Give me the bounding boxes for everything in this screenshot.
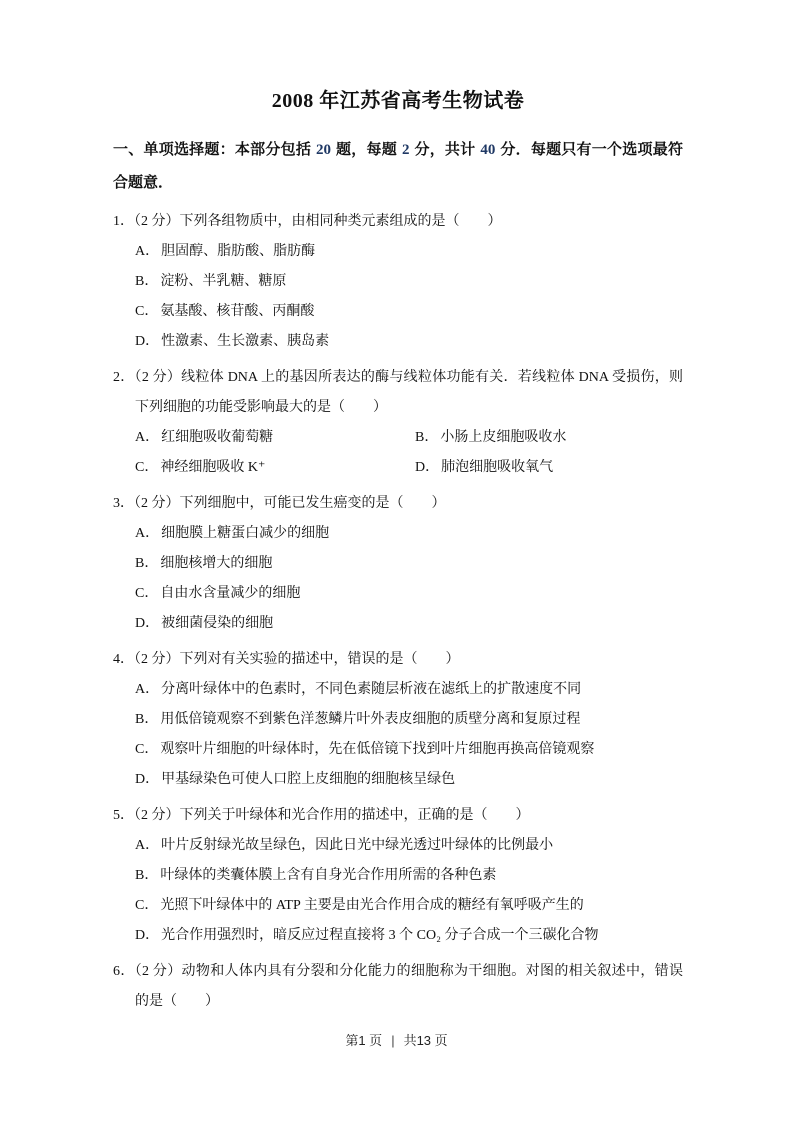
option-label: D． (135, 334, 160, 349)
question-stem (113, 489, 683, 519)
option-text: 红细胞吸收葡萄糖 (161, 430, 274, 445)
option-text: 细胞膜上糖蛋白减少的细胞 (161, 526, 330, 541)
option (135, 237, 683, 267)
question-score: （2 分） (134, 808, 180, 823)
option-text: 光合作用强烈时，暗反应过程直接将 3 个 CO₂ 分子合成一个三碳化合物 (161, 928, 599, 943)
option-text: 淀粉、半乳糖、糖原 (160, 274, 287, 289)
option-label: B． (135, 868, 159, 883)
footer-total-pages: 共13 页 (403, 1033, 448, 1048)
option (135, 891, 683, 921)
heading-text: 题，每题 (332, 142, 401, 158)
option (135, 609, 683, 639)
heading-text: 一、单项选择题：本部分包括 (113, 142, 316, 158)
option-text: 氨基酸、核苷酸、丙酮酸 (160, 304, 315, 319)
option-label: B． (135, 556, 159, 571)
question-number: 4． (113, 652, 134, 667)
option (135, 861, 683, 891)
option (135, 921, 683, 951)
question (113, 645, 683, 795)
option-text: 自由水含量减少的细胞 (160, 586, 301, 601)
option-label: B． (135, 712, 159, 727)
option-text: 小肠上皮细胞吸收水 (440, 430, 567, 445)
option-list (113, 675, 683, 795)
option-text: 用低倍镜观察不到紫色洋葱鳞片叶外表皮细胞的质壁分离和复原过程 (160, 712, 581, 727)
question-stem-text: 线粒体 DNA 上的基因所表达的酶与线粒体功能有关．若线粒体 DNA 受损伤，则下列细胞的功能受影响最大的是（ ） (135, 370, 684, 415)
footer-page-number: 第1 页 (345, 1033, 383, 1048)
option-label: D． (135, 772, 160, 787)
question-stem (113, 207, 683, 237)
option (135, 453, 415, 483)
page-footer (0, 1030, 793, 1049)
option-text: 神经细胞吸收 K⁺ (160, 460, 266, 475)
heading-text: 分．每题只有一个选项最符合题意． (113, 142, 683, 191)
question-score: （2 分） (134, 964, 182, 979)
option-text: 观察叶片细胞的叶绿体时，先在低倍镜下找到叶片细胞再换高倍镜观察 (160, 742, 595, 757)
question-stem (113, 363, 683, 423)
option-label: A． (135, 430, 160, 445)
option-label: A． (135, 682, 160, 697)
heading-number: 2 (401, 142, 410, 158)
question (113, 207, 683, 357)
option-list (113, 423, 683, 483)
question (113, 801, 683, 951)
option (135, 765, 683, 795)
question-stem (113, 645, 683, 675)
question (113, 363, 683, 483)
question-score: （2 分） (134, 652, 180, 667)
option (135, 297, 683, 327)
option-label: C． (135, 460, 159, 475)
option-label: C． (135, 586, 159, 601)
question-stem-text: 动物和人体内具有分裂和分化能力的细胞称为干细胞。对图的相关叙述中，错误的是（ ） (135, 964, 684, 1009)
option-label: B． (135, 274, 159, 289)
option (135, 735, 683, 765)
option (135, 267, 683, 297)
option-label: C． (135, 898, 159, 913)
question-stem-text: 下列关于叶绿体和光合作用的描述中，正确的是（ ） (179, 808, 530, 823)
option-text: 分离叶绿体中的色素时，不同色素随层析液在滤纸上的扩散速度不同 (161, 682, 582, 697)
option-text: 胆固醇、脂肪酸、脂肪酶 (161, 244, 316, 259)
question-score: （2 分） (134, 496, 180, 511)
footer-divider: | (391, 1033, 395, 1048)
option-text: 肺泡细胞吸收氧气 (441, 460, 554, 475)
option (415, 423, 683, 453)
option-label: A． (135, 838, 160, 853)
option (135, 705, 683, 735)
option-text: 甲基绿染色可使人口腔上皮细胞的细胞核呈绿色 (161, 772, 456, 787)
option (135, 519, 683, 549)
question-score: （2 分） (134, 370, 182, 385)
option (135, 327, 683, 357)
option-text: 光照下叶绿体中的 ATP 主要是由光合作用合成的糖经有氧呼吸产生的 (160, 898, 584, 913)
page-title: 2008 年江苏省高考生物试卷 (271, 90, 525, 112)
option-label: D． (415, 460, 440, 475)
question-number: 6． (113, 964, 135, 979)
option-label: B． (415, 430, 439, 445)
question (113, 957, 683, 1017)
option-text: 性激素、生长激素、胰岛素 (161, 334, 330, 349)
option (415, 453, 683, 483)
heading-number: 20 (316, 142, 332, 158)
option (135, 423, 415, 453)
question-stem-text: 下列细胞中，可能已发生癌变的是（ ） (179, 496, 446, 511)
question-stem-text: 下列对有关实验的描述中，错误的是（ ） (179, 652, 460, 667)
heading-number: 40 (480, 142, 496, 158)
option-list (113, 237, 683, 357)
heading-text: 分，共计 (410, 142, 480, 158)
question-list (113, 207, 683, 1017)
option (135, 579, 683, 609)
option-label: C． (135, 742, 159, 757)
option (135, 831, 683, 861)
option-label: D． (135, 928, 160, 943)
question-number: 5． (113, 808, 134, 823)
option-label: A． (135, 526, 160, 541)
question-number: 3． (113, 496, 134, 511)
question-number: 1． (113, 214, 134, 229)
option-text: 叶绿体的类囊体膜上含有自身光合作用所需的各种色素 (160, 868, 497, 883)
option-label: A． (135, 244, 160, 259)
question-score: （2 分） (134, 214, 180, 229)
option-label: C． (135, 304, 159, 319)
option-label: D． (135, 616, 160, 631)
option-text: 被细菌侵染的细胞 (161, 616, 274, 631)
option (135, 549, 683, 579)
option-list (113, 831, 683, 951)
option-list (113, 519, 683, 639)
question-stem (113, 957, 683, 1017)
question-number: 2． (113, 370, 135, 385)
option-text: 细胞核增大的细胞 (160, 556, 273, 571)
section-heading (113, 134, 683, 200)
option (135, 675, 683, 705)
option-text: 叶片反射绿光故呈绿色，因此日光中绿光透过叶绿体的比例最小 (161, 838, 554, 853)
question-stem-text: 下列各组物质中，由相同种类元素组成的是（ ） (179, 214, 502, 229)
question-stem (113, 801, 683, 831)
question (113, 489, 683, 639)
